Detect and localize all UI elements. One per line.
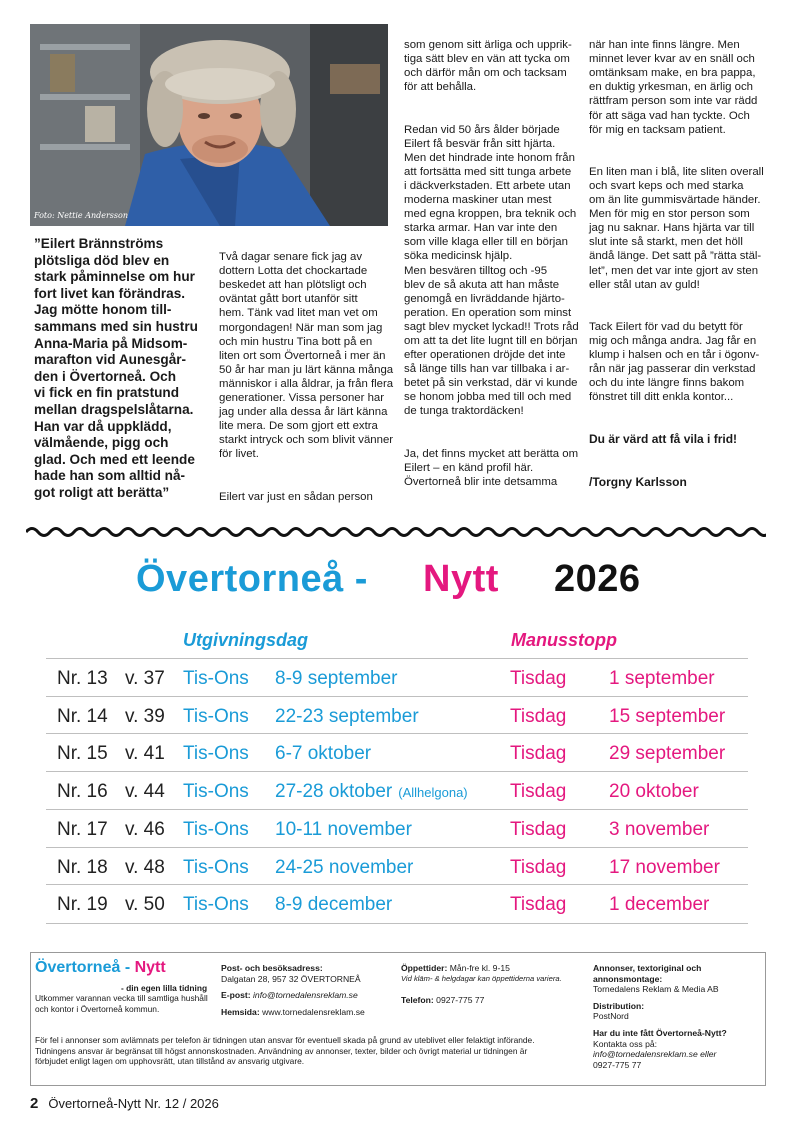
address: Dalgatan 28, 957 32 ÖVERTORNEÅ	[221, 973, 361, 984]
schedule-row	[46, 847, 748, 886]
deadline-date: 3 november	[609, 818, 710, 840]
week-number: v. 44	[125, 781, 165, 803]
paragraph: som genom sitt ärliga och upprik- tiga sätt blev en vän att tycka om och därför mån om och tacksam för att behålla.	[404, 39, 572, 94]
ads-company: Tornedalens Reklam & Media AB	[593, 984, 719, 995]
phone-label: Telefon:	[401, 994, 434, 1005]
deadline-day: Tisdag	[510, 856, 567, 878]
email-label: E-post:	[221, 990, 251, 1001]
release-dates	[275, 781, 468, 803]
deadline-day: Tisdag	[510, 743, 567, 765]
footer-contact	[221, 963, 396, 1017]
email-link[interactable]: info@tornedalensreklam.se	[253, 990, 358, 1001]
footer-subtitle: Utkommer varannan vecka till samtliga hushåll och kontor i Övertorneå kommun.	[35, 993, 208, 1014]
deadline-date: 17 november	[609, 856, 720, 878]
deadline-day: Tisdag	[510, 818, 567, 840]
pull-quote: ”Eilert Brännströms plötsliga död blev en stark påminnelse om hur fort livet kan förändras. Jag mötte honom till- sammans med sin hustru Anna-Maria på Midsom- marafton vid Aunesgår- den i Övertorneå. Och vi fick en fin pratstund mellan dragspelslåtarna. Han var då uppklädd, välmående, pigg och glad. Och med ett leende hade han som alltid nå- got roligt att berätta”	[34, 236, 198, 500]
issue-number: Nr. 16	[57, 781, 108, 803]
deadline-date: 1 december	[609, 894, 710, 916]
footer-logo-part2: Nytt	[134, 959, 166, 976]
release-note: (Allhelgona)	[398, 785, 468, 801]
closing-line: Du är värd att få vila i frid!	[589, 432, 738, 447]
release-days: Tis-Ons	[183, 818, 249, 840]
paragraph: Tack Eilert för vad du betytt för mig och många andra. Jag får en klump i halsen och en tår i ögonv- rån när jag passerar din verkstad och du inte längre finns bakom fönstret till ditt enkla kontor...	[589, 320, 760, 404]
article-column-2	[219, 236, 397, 532]
paragraph: Två dagar senare fick jag av dottern Lotta det chockartade beskedet att han plötsligt och oväntat gått bort utanför sitt hem. Tänk vad litet man vet om morgondagen! När man som jag och min hustru Tina bott på en liten ort som Övertorneå i mer än 50 år har man ju lärt känna många människor i alla åldrar, ja från flera generationer. Vissa personer har jag under alla dessa år lärt känna lite mera. De som gjort ett extra starkt intryck och som blivit vänner för livet.	[219, 251, 394, 461]
release-dates: 8-9 september	[275, 668, 398, 689]
deadline-date: 29 september	[609, 743, 726, 765]
page-footer	[30, 1095, 219, 1112]
footer-hours	[401, 963, 576, 1005]
web-link[interactable]: www.tornedalensreklam.se	[262, 1006, 365, 1017]
week-number: v. 37	[125, 668, 165, 689]
paragraph: Ja, det finns mycket att berätta om Eilert – en känd profil här. Övertorneå blir inte detsamma	[404, 447, 579, 488]
missing-paper-email[interactable]: info@tornedalensreklam.se eller	[593, 1049, 717, 1060]
deadline-day: Tisdag	[510, 781, 567, 803]
issue-number: Nr. 13	[57, 668, 108, 689]
paragraph: En liten man i blå, lite sliten overall och svart keps och med starka om än lite gummisvärtade händer. Men för mig en stor person som jag nu saknar. Hans hjärta var till slut inte så starkt, men det höll ändå länge. Det satt på ”rätta stäl- let”, men det var inte gjort av sten eller stål utan av guld!	[589, 165, 764, 291]
release-dates: 24-25 november	[275, 856, 414, 878]
release-dates: 22-23 september	[275, 705, 419, 727]
man-in-fur-hat-illustration	[30, 24, 388, 226]
signature: /Torgny Karlsson	[589, 474, 687, 489]
missing-paper-label: Har du inte fått Övertorneå-Nytt?	[593, 1027, 727, 1038]
deadline-date: 20 oktober	[609, 781, 699, 803]
deadline-day: Tisdag	[510, 894, 567, 916]
masthead-box	[30, 952, 766, 1086]
release-dates: 10-11 november	[275, 818, 412, 840]
issue-number: Nr. 19	[57, 894, 108, 916]
deadline-day: Tisdag	[510, 705, 567, 727]
paragraph: när han inte finns längre. Men minnet lever kvar av en snäll och omtänksam make, en bra pappa, en duktig yrkesman, en ärlig och rättfram person som inte var rädd för att säga vad han tyckte. Och för mig en tacksam patient.	[589, 39, 758, 136]
release-dates: 8-9 december	[275, 894, 393, 916]
footer-tagline: - din egen lilla tidning	[121, 983, 208, 993]
issue-number: Nr. 18	[57, 856, 108, 878]
paragraph: Redan vid 50 års ålder började Eilert få besvär från sitt hjärta. Men det hindrade inte honom från att fortsätta med sitt tunga arbete i däckverkstaden. Ett arbete utan moderna maskiner utan mest med egna kroppen, bra teknik och starka armar. Han var inte den som ville klaga eller till en början söka medicinsk hjälp. Men besvären tilltog och -95 blev de så akuta att han måste genomgå en livräddande hjärto- peration. En operation som minst sagt blev mycket lyckad!! Trots råd om att ta det lite lugnt till en början efter operationen dröjde det inte så länge tills han var tillbaka i ar- betet på sin verkstad, där vi kunde se honom jobba med till och med de tunga traktordäcken!	[404, 123, 579, 418]
wavy-divider	[26, 522, 766, 542]
deadline-date: 1 september	[609, 668, 715, 689]
week-number: v. 39	[125, 705, 165, 727]
schedule-row	[46, 771, 748, 810]
portrait-photo	[30, 24, 388, 226]
release-days: Tis-Ons	[183, 705, 249, 727]
schedule-row	[46, 733, 748, 772]
distribution-label: Distribution:	[593, 1000, 645, 1011]
hours-label: Öppettider:	[401, 963, 448, 973]
missing-paper-text: Kontakta oss på:	[593, 1038, 658, 1049]
footer-logo-part1: Övertorneå -	[35, 959, 131, 976]
release-days: Tis-Ons	[183, 743, 249, 765]
release-dates: 6-7 oktober	[275, 743, 372, 765]
title-brand-part1: Övertorneå -	[136, 558, 368, 600]
footer-publisher	[593, 963, 763, 1070]
deadline-date: 15 september	[609, 705, 726, 727]
web-label: Hemsida:	[221, 1006, 260, 1017]
week-number: v. 46	[125, 818, 165, 840]
release-days: Tis-Ons	[183, 781, 249, 803]
week-number: v. 50	[125, 894, 165, 916]
photo-credit: Foto: Nettie Andersson	[34, 211, 128, 220]
title-brand-part2: Nytt	[423, 558, 499, 600]
schedule-row	[46, 884, 748, 924]
release-days: Tis-Ons	[183, 856, 249, 878]
missing-paper-phone: 0927-775 77	[593, 1059, 642, 1070]
distribution: PostNord	[593, 1011, 629, 1022]
page-number: 2	[30, 1095, 39, 1112]
hours: Mån-fre kl. 9-15	[449, 963, 510, 973]
page-label: Övertorneå-Nytt Nr. 12 / 2026	[48, 1096, 219, 1111]
footer-logo	[35, 959, 166, 976]
phone: 0927-775 77	[436, 994, 485, 1005]
header-release-day: Utgivningsdag	[183, 630, 308, 650]
release-days: Tis-Ons	[183, 894, 249, 916]
week-number: v. 48	[125, 856, 165, 878]
deadline-day: Tisdag	[510, 668, 567, 689]
ads-label: Annonser, textoriginal och annonsmontage:	[593, 963, 702, 984]
article-column-3	[404, 24, 584, 517]
week-number: v. 41	[125, 743, 165, 765]
release-days: Tis-Ons	[183, 668, 249, 689]
issue-number: Nr. 17	[57, 818, 108, 840]
address-label: Post- och besöksadress:	[221, 963, 323, 973]
hours-note: Vid kläm- & helgdagar kan öppettiderna variera.	[401, 973, 562, 983]
schedule-row	[46, 658, 748, 697]
schedule-row	[46, 696, 748, 735]
article-column-4	[589, 24, 769, 517]
paragraph: Eilert var just en sådan person	[219, 490, 373, 503]
header-deadline: Manusstopp	[511, 630, 617, 650]
schedule-row	[46, 809, 748, 848]
footer-disclaimer: För fel i annonser som avlämnats per telefon är tidningen utan ansvar för eventuell skada på grund av uteblivet eller felaktigt införande. Tidningens ansvar är begränsat till högst annonskostnaden. Användning av annonser, texter, bilder och övrigt material ur tidningen är förbjudet enligt lagen om upphovsrätt, utan tillstånd av ansvarig utgivare.	[35, 1035, 535, 1067]
title-year: 2026	[554, 558, 641, 600]
release-dates-text: 27-28 oktober	[275, 781, 393, 803]
issue-number: Nr. 14	[57, 705, 108, 727]
issue-number: Nr. 15	[57, 743, 108, 765]
